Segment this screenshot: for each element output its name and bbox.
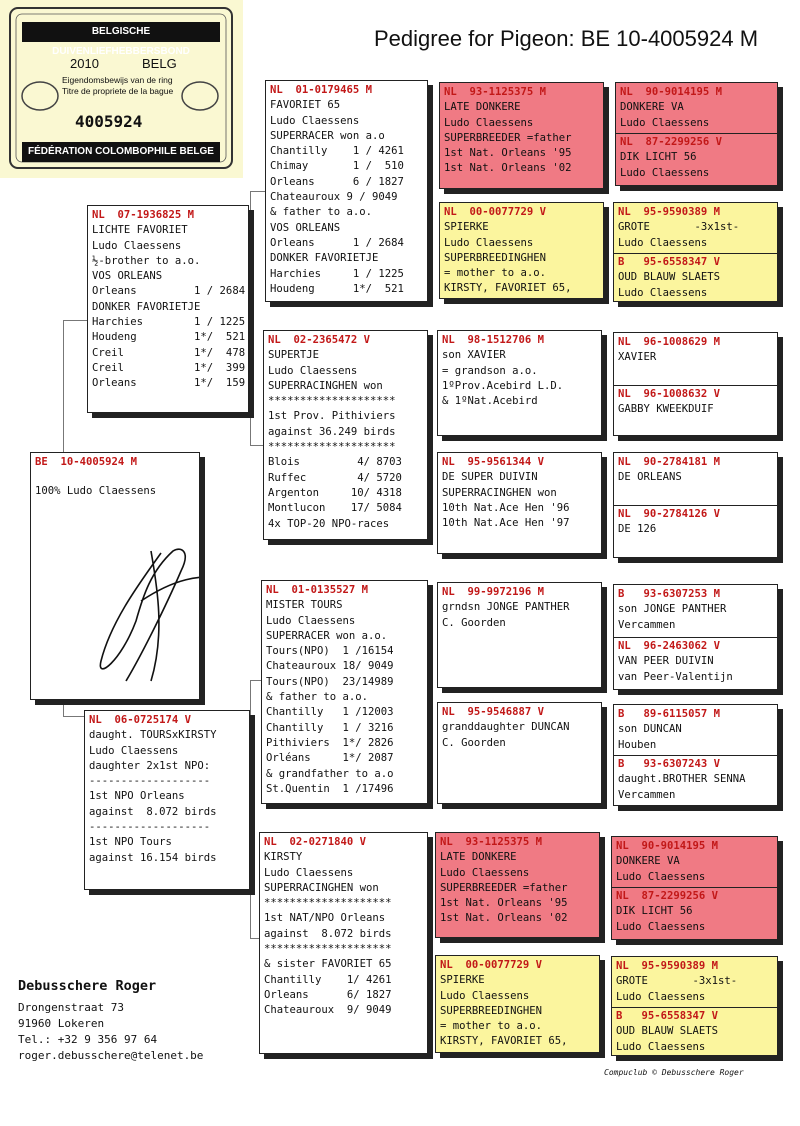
detail-line: & father to a.o. (266, 691, 369, 704)
ancestor-entry (614, 639, 737, 685)
detail-line: Ludo Claessens (444, 236, 534, 249)
detail-line: ------------------- (89, 775, 211, 788)
great-grandparent-card[interactable] (435, 955, 600, 1053)
great-great-grandparents-card[interactable] (613, 332, 778, 436)
detail-line: St.Quentin 1 /17496 (266, 782, 394, 795)
ring-number: NL 96-1008629 M (618, 336, 721, 348)
detail-line: Houben (618, 738, 657, 751)
detail-line: VOS ORLEANS (92, 270, 163, 283)
detail-line: SUPERRACINGHEN won (264, 881, 379, 894)
ring-number: B 93-6307253 M (618, 588, 721, 600)
detail-line: 1st NPO Orleans (89, 790, 185, 803)
detail-line: Tours(NPO) 1 /16154 (266, 645, 394, 658)
detail-line: SUPERBREEDER =father (440, 881, 568, 894)
detail-line: 1st Nat. Orleans '02 (440, 912, 568, 925)
ring-number: NL 90-9014195 M (620, 86, 723, 98)
detail-line: ******************** (268, 395, 396, 408)
detail-line: SUPERBREEDINGHEN (440, 1004, 543, 1017)
ring-number: NL 90-9014195 M (616, 840, 719, 852)
great-great-grandparents-card[interactable] (615, 82, 778, 186)
detail-line: VAN PEER DUIVIN (618, 655, 714, 668)
detail-line: SUPERBREEDINGHEN (444, 251, 547, 264)
detail-line: = mother to a.o. (444, 267, 547, 280)
detail-line: Orleans 6/ 1827 (264, 988, 392, 1001)
ring-number: NL 90-2784181 M (618, 456, 721, 468)
sire-card[interactable] (87, 205, 249, 413)
detail-line: SUPERRACER won a.o (270, 129, 385, 142)
detail-line: Tours(NPO) 23/14989 (266, 675, 394, 688)
ring-number: NL 07-1936825 M (92, 209, 195, 221)
detail-line: ------------------- (89, 821, 211, 834)
detail-line: C. Goorden (442, 736, 506, 749)
owner-city: 91960 Lokeren (18, 1017, 105, 1030)
grandsire-paternal-card[interactable] (265, 80, 428, 302)
great-great-grandparents-card[interactable] (611, 956, 778, 1056)
detail-line: Chantilly 1 / 4261 (270, 145, 404, 158)
dam-card[interactable] (84, 710, 250, 890)
connector (250, 191, 251, 445)
detail-line: Ludo Claessens (264, 866, 354, 879)
detail-line: son DUNCAN (618, 723, 682, 736)
ring-number: B 89-6115057 M (618, 708, 721, 720)
detail-line: Ludo Claessens (440, 866, 530, 879)
ring-number: NL 99-9972196 M (442, 586, 545, 598)
detail-line: DIK LICHT 56 (620, 151, 697, 164)
detail-line: DE SUPER DUIVIN (442, 471, 538, 484)
detail-line: 1st NAT/NPO Orleans (264, 912, 386, 925)
subject-card[interactable] (30, 452, 200, 700)
detail-line: Ludo Claessens (616, 1040, 706, 1053)
detail-line: ******************** (264, 897, 392, 910)
detail-line: Chateauroux 9/ 9049 (264, 1004, 392, 1017)
great-grandparent-card[interactable] (437, 330, 602, 436)
detail-line: Orléans 1*/ 2087 (266, 752, 394, 765)
detail-line: Chantilly 1/ 4261 (264, 973, 392, 986)
detail-line: Chantilly 1 /12003 (266, 706, 394, 719)
detail-line: 4x TOP-20 NPO-races (268, 517, 390, 530)
detail-line: LATE DONKERE (444, 101, 521, 114)
detail-line: Pithiviers 1*/ 2826 (266, 736, 394, 749)
detail-line: against 8.072 birds (89, 805, 217, 818)
detail-line: SUPERRACER won a.o. (266, 629, 388, 642)
detail-line: = grandson a.o. (442, 364, 538, 377)
ring-number: NL 90-2784126 V (618, 508, 721, 520)
detail-line: DE ORLEANS (618, 471, 682, 484)
detail-line: Harchies 1 / 1225 (92, 316, 246, 329)
ring-number: NL 02-2365472 V (268, 334, 371, 346)
detail-line: SUPERBREEDER =father (444, 131, 572, 144)
detail-line: Creil 1*/ 399 (92, 361, 246, 374)
ancestor-entry (614, 255, 724, 301)
ancestor-entry (614, 507, 724, 538)
connector (600, 984, 601, 1034)
detail-line: Argenton 10/ 4318 (268, 486, 402, 499)
ancestor-entry (614, 705, 777, 755)
detail-line: Ludo Claessens (440, 989, 530, 1002)
detail-line: SUPERRACINGHEN won (268, 379, 383, 392)
detail-line: XAVIER (618, 351, 657, 364)
ring-number: B 95-6558347 V (618, 256, 721, 268)
detail-line: son XAVIER (442, 349, 506, 362)
detail-line: DIK LICHT 56 (616, 905, 693, 918)
great-grandparent-card[interactable] (439, 202, 604, 299)
ancestor-entry (614, 757, 750, 803)
stamp-line1: Eigendomsbewijs van de ring (62, 75, 173, 85)
detail-line: Houdeng 1*/ 521 (270, 282, 404, 295)
detail-line: daught.BROTHER SENNA (618, 773, 746, 786)
ring-number: NL 95-9590389 M (618, 206, 721, 218)
detail-line: Chateauroux 9 / 9049 (270, 191, 398, 204)
ring-number: NL 01-0179465 M (270, 84, 373, 96)
divider (614, 637, 777, 638)
detail-line: Orleans 1 / 2684 (270, 236, 404, 249)
ancestor-entry (612, 1009, 722, 1055)
detail-line: SPIERKE (444, 221, 489, 234)
detail-line: Ludo Claessens (618, 236, 708, 249)
detail-line: 10th Nat.Ace Hen '96 (442, 501, 570, 514)
detail-line: SPIERKE (440, 974, 485, 987)
great-great-grandparents-card[interactable] (613, 584, 778, 690)
owner-street: Drongenstraat 73 (18, 1001, 124, 1014)
great-great-grandparents-card[interactable] (613, 202, 778, 302)
detail-line: Ludo Claessens (92, 239, 182, 252)
detail-line: Ludo Claessens (444, 116, 534, 129)
detail-line: 10th Nat.Ace Hen '97 (442, 517, 570, 530)
great-grandparent-card[interactable] (437, 702, 602, 804)
grandsire-maternal-card[interactable] (261, 580, 428, 804)
ancestor-entry (614, 387, 724, 418)
detail-line: OUD BLAUW SLAETS (616, 1025, 719, 1038)
divider (612, 1007, 777, 1008)
detail-line: = mother to a.o. (440, 1020, 543, 1033)
detail-line: Blois 4/ 8703 (268, 456, 402, 469)
detail-line: Vercammen (618, 788, 676, 801)
detail-line: 1st NPO Tours (89, 836, 172, 849)
stamp-line2: Titre de propriete de la bague (62, 86, 174, 96)
owner-name: Debusschere Roger (18, 978, 157, 994)
detail-line: Orleans 6 / 1827 (270, 175, 404, 188)
divider (614, 385, 777, 386)
great-grandparent-card[interactable] (439, 82, 604, 189)
detail-line: ******************** (268, 441, 396, 454)
detail-line: KIRSTY, FAVORIET 65, (440, 1035, 568, 1048)
detail-line: grndsn JONGE PANTHER (442, 601, 570, 614)
ring-number: NL 00-0077729 V (444, 206, 547, 218)
detail-line: Ludo Claessens (620, 116, 710, 129)
detail-line: Creil 1*/ 478 (92, 346, 246, 359)
detail-line: C. Goorden (442, 616, 506, 629)
detail-line: granddaughter DUNCAN (442, 721, 570, 734)
detail-line: Ludo Claessens (268, 364, 358, 377)
detail-line: KIRSTY, FAVORIET 65, (444, 282, 572, 295)
detail-line: SUPERRACINGHEN won (442, 486, 557, 499)
ancestor-entry (614, 333, 777, 368)
software-credit: Compuclub © Debusschere Roger (604, 1068, 744, 1077)
federation-name-french: FÉDÉRATION COLOMBOPHILE BELGE (22, 142, 220, 162)
ancestor-entry (612, 889, 722, 935)
connector (600, 864, 601, 914)
detail-line: SUPERTJE (268, 349, 320, 362)
great-grandparent-card[interactable] (437, 452, 602, 554)
detail-line: van Peer-Valentijn (618, 670, 733, 683)
divider (614, 505, 777, 506)
connector (250, 680, 251, 938)
ring-number: NL 95-9561344 V (442, 456, 545, 468)
ancestor-entry (614, 453, 777, 488)
detail-line: Houdeng 1*/ 521 (92, 331, 246, 344)
owner-address (18, 978, 203, 1064)
detail-line: 1ºProv.Acebird L.D. (442, 379, 564, 392)
ancestor-entry (616, 135, 726, 181)
ancestor-entry (614, 203, 777, 253)
ring-number: NL 95-9590389 M (616, 960, 719, 972)
detail-line: 1st Nat. Orleans '95 (444, 147, 572, 160)
detail-line: against 36.249 birds (268, 425, 396, 438)
connector (250, 191, 265, 192)
great-great-grandparents-card[interactable] (613, 704, 778, 806)
ring-number: NL 96-1008632 V (618, 388, 721, 400)
detail-line: Ruffec 4/ 5720 (268, 471, 402, 484)
ring-number: NL 06-0725174 V (89, 714, 192, 726)
ring-number: NL 98-1512706 M (442, 334, 545, 346)
detail-line: GROTE -3x1st- (618, 221, 740, 234)
ancestor-entry (614, 585, 777, 635)
detail-line: 100% Ludo Claessens (35, 485, 157, 498)
ring-certificate (0, 0, 243, 178)
ancestor-entry (612, 957, 777, 1007)
detail-line: FAVORIET 65 (270, 99, 341, 112)
detail-line: & 1ºNat.Acebird (442, 395, 538, 408)
ring-number: BE 10-4005924 M (35, 456, 138, 468)
detail-line: Ludo Claessens (620, 166, 710, 179)
detail-line: Orleans 1 / 2684 (92, 285, 246, 298)
detail-line: MISTER TOURS (266, 599, 343, 612)
stamp-year: 2010 (70, 56, 99, 71)
owner-phone: Tel.: +32 9 356 97 64 (18, 1033, 158, 1046)
connector (63, 320, 87, 321)
detail-line: GABBY KWEEKDUIF (618, 403, 714, 416)
detail-line: OUD BLAUW SLAETS (618, 271, 721, 284)
detail-line: daughter 2x1st NPO: (89, 759, 211, 772)
detail-line: Ludo Claessens (266, 614, 356, 627)
detail-line: Harchies 1 / 1225 (270, 267, 404, 280)
detail-line: Chantilly 1 / 3216 (266, 721, 394, 734)
divider (614, 755, 777, 756)
detail-line: DONKER FAVORIETJE (270, 252, 379, 265)
detail-line: ******************** (264, 943, 392, 956)
detail-line: & sister FAVORIET 65 (264, 958, 392, 971)
detail-line: GROTE -3x1st- (616, 975, 738, 988)
great-great-grandparents-card[interactable] (613, 452, 778, 558)
detail-line: Orleans 1*/ 159 (92, 377, 246, 390)
detail-line: DONKERE VA (616, 855, 680, 868)
ring-number: NL 02-0271840 V (264, 836, 367, 848)
detail-line: & grandfather to a.o (266, 767, 394, 780)
detail-line: Chimay 1 / 510 (270, 160, 404, 173)
ring-number: NL 00-0077729 V (440, 959, 543, 971)
ring-number: NL 01-0135527 M (266, 584, 369, 596)
divider (614, 253, 777, 254)
detail-line: Ludo Claessens (618, 286, 708, 299)
detail-line: 1st Nat. Orleans '02 (444, 162, 572, 175)
detail-line: Ludo Claessens (89, 744, 179, 757)
ring-number: NL 87-2299256 V (620, 136, 723, 148)
federation-name-dutch: BELGISCHE DUIVENLIEFHEBBERSBOND (22, 22, 220, 42)
detail-line: & father to a.o. (270, 206, 373, 219)
detail-line: Montlucon 17/ 5084 (268, 502, 402, 515)
detail-line: DONKER FAVORIETJE (92, 300, 201, 313)
great-grandparent-card[interactable] (435, 832, 600, 938)
granddam-paternal-card[interactable] (263, 330, 428, 540)
detail-line: Chateauroux 18/ 9049 (266, 660, 394, 673)
detail-line: Ludo Claessens (616, 920, 706, 933)
ring-number: B 93-6307243 V (618, 758, 721, 770)
granddam-maternal-card[interactable] (259, 832, 428, 1054)
ancestor-entry (612, 837, 777, 887)
detail-line: against 16.154 birds (89, 851, 217, 864)
divider (616, 133, 777, 134)
detail-line: Vercammen (618, 618, 676, 631)
detail-line: ½-brother to a.o. (92, 254, 201, 267)
detail-line: daught. TOURSxKIRSTY (89, 729, 217, 742)
detail-line: 1st Prov. Pithiviers (268, 410, 396, 423)
detail-line: LATE DONKERE (440, 851, 517, 864)
detail-line: Ludo Claessens (616, 870, 706, 883)
detail-line: 1st Nat. Orleans '95 (440, 897, 568, 910)
detail-line: KIRSTY (264, 851, 303, 864)
ring-number: NL 93-1125375 M (440, 836, 543, 848)
ring-number: NL 96-2463062 V (618, 640, 721, 652)
great-great-grandparents-card[interactable] (611, 836, 778, 940)
stamp-ring-number: 4005924 (75, 112, 143, 131)
detail-line: DONKERE VA (620, 101, 684, 114)
great-grandparent-card[interactable] (437, 582, 602, 688)
ring-number: B 95-6558347 V (616, 1010, 719, 1022)
detail-line: Ludo Claessens (270, 114, 360, 127)
ring-number: NL 87-2299256 V (616, 890, 719, 902)
detail-line: Ludo Claessens (616, 990, 706, 1003)
ancestor-entry (616, 83, 777, 133)
handwritten-signature (81, 541, 200, 691)
ring-number: NL 93-1125375 M (444, 86, 547, 98)
detail-line: son JONGE PANTHER (618, 603, 727, 616)
detail-line: DE 126 (618, 523, 657, 536)
ring-number: NL 95-9546887 V (442, 706, 545, 718)
detail-line: VOS ORLEANS (270, 221, 341, 234)
owner-email[interactable]: roger.debusschere@telenet.be (18, 1049, 204, 1062)
detail-line: against 8.072 birds (264, 927, 392, 940)
detail-line: LICHTE FAVORIET (92, 224, 188, 237)
divider (612, 887, 777, 888)
page-title: Pedigree for Pigeon: BE 10-4005924 M (374, 26, 759, 51)
stamp-country: BELG (142, 56, 177, 71)
